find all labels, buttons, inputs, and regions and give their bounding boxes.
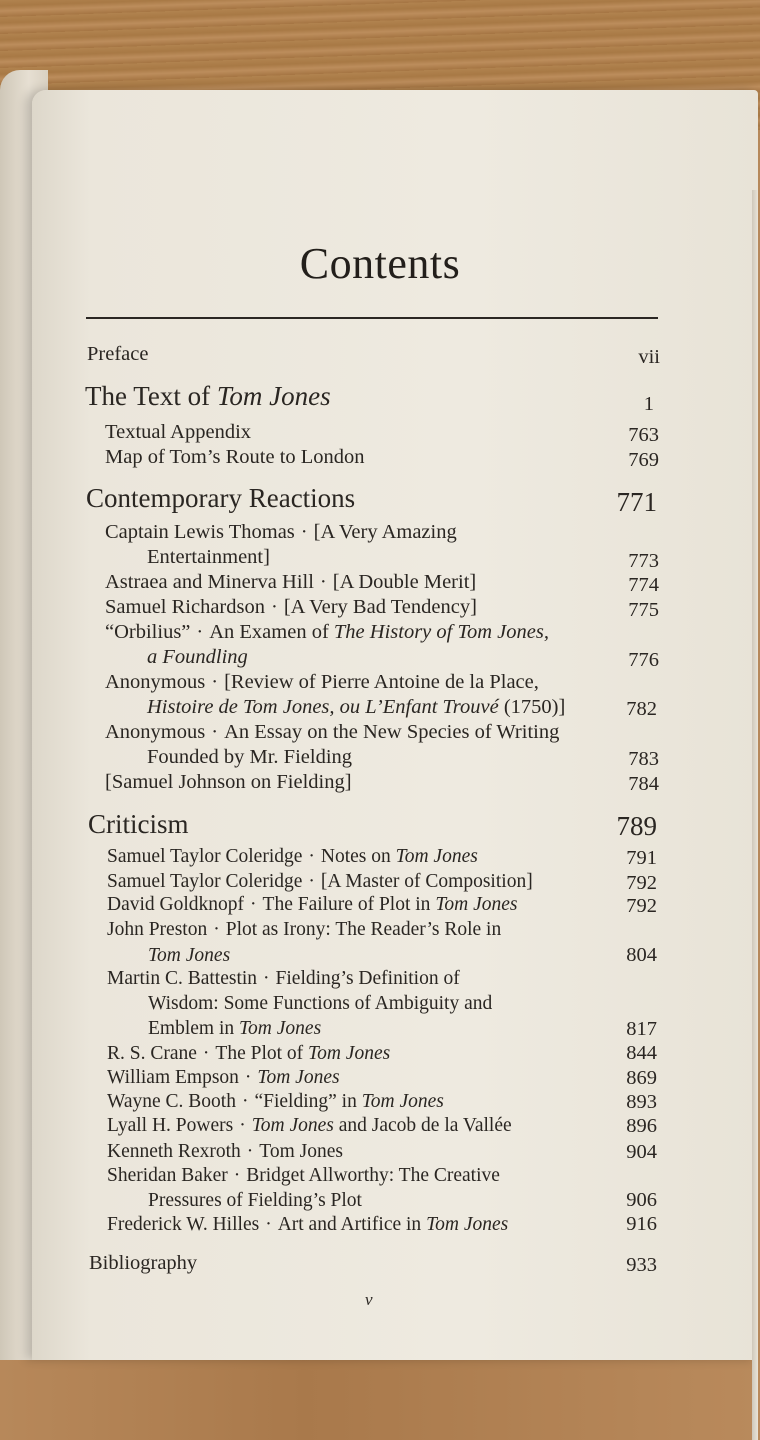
entry-title: Fielding’s Definition of [275,968,460,989]
toc-page-bibliography: 933 [626,1254,657,1276]
entry-title: Plot as Irony: The Reader’s Role in [225,919,502,940]
separator-dot: · [213,919,220,940]
entry-author: Wayne C. Booth [107,1091,236,1112]
toc-page-criticism-9: 896 [626,1115,657,1137]
toc-entry-textual-appendix: Textual Appendix [105,421,252,443]
separator-dot: · [265,1214,272,1235]
toc-page-reaction-1: 773 [628,550,659,572]
toc-entry-reaction-2 [105,570,476,594]
entry-author: Samuel Taylor Coleridge [107,871,303,892]
toc-entry-reaction-6-cont: Founded by Mr. Fielding [147,746,353,768]
entry-title: Art and Artifice in [277,1214,427,1235]
separator-dot: · [244,1067,252,1088]
toc-page-criticism-7: 869 [626,1067,657,1089]
entry-title: [A Master of Composition] [320,871,533,892]
entry-title: The Failure of Plot in [262,894,436,915]
toc-page-criticism-11: 906 [626,1189,657,1211]
entry-author: Martin C. Battestin [107,968,258,989]
entry-title-year: (1750)] [498,696,566,718]
toc-page-criticism-10: 904 [626,1141,657,1163]
toc-page-map: 769 [628,449,659,471]
entry-author: Kenneth Rexroth [107,1141,241,1162]
toc-page-preface: vii [638,346,660,368]
separator-dot: · [271,596,278,618]
separator-dot: · [233,1165,241,1186]
separator-dot: · [263,968,270,989]
toc-entry-reaction-3 [105,595,477,619]
entry-author: William Empson [107,1067,239,1088]
entry-author: Samuel Richardson [105,596,265,618]
toc-entry-criticism-10 [107,1140,343,1164]
entry-author: Samuel Taylor Coleridge [107,846,303,867]
entry-author: Sheridan Baker [107,1165,228,1186]
entry-author: Frederick W. Hilles [107,1214,260,1235]
separator-dot: · [239,1115,246,1136]
toc-entry-bibliography: Bibliography [89,1252,198,1274]
entry-title: Emblem in [148,1018,239,1039]
entry-title: “Fielding” in [254,1091,362,1112]
toc-entry-criticism-5 [107,967,460,991]
entry-title-italic: a Foundling [147,646,248,668]
entry-title-italic: Tom Jones [308,1043,391,1064]
toc-page-criticism-2: 792 [626,872,657,894]
section-heading-reactions: Contemporary Reactions [86,483,356,513]
separator-dot: · [308,871,315,892]
toc-page-textual-appendix: 763 [628,424,659,446]
separator-dot: · [241,1091,249,1112]
separator-dot: · [211,721,219,743]
separator-dot: · [308,846,315,867]
toc-page-criticism-8: 893 [626,1091,657,1113]
entry-author: Lyall H. Powers [107,1115,234,1136]
toc-entry-criticism-1 [107,845,478,869]
toc-entry-criticism-4 [107,918,501,942]
entry-title: An Essay on the New Species of Writing [224,721,560,743]
toc-page-criticism: 789 [616,811,657,841]
toc-entry-criticism-12 [107,1213,508,1237]
toc-page-text: 1 [643,393,654,415]
entry-author: R. S. Crane [107,1043,197,1064]
toc-page-criticism-4: 804 [626,944,657,966]
toc-entry-criticism-4-cont [148,944,230,968]
section-heading-text-prefix: The Text of [85,381,217,411]
entry-title-italic: Tom Jones [239,1018,322,1039]
entry-author: Anonymous [105,671,206,693]
toc-page-reaction-6: 783 [628,748,659,770]
entry-title: [A Very Bad Tendency] [283,596,477,618]
toc-page-reaction-5: 782 [626,698,657,720]
separator-dot: · [246,1141,254,1162]
separator-dot: · [196,621,204,643]
toc-page-reactions: 771 [616,487,657,517]
page-number: v [365,1290,373,1309]
entry-title-italic: Tom Jones [426,1214,509,1235]
entry-title-italic: Tom Jones [361,1091,444,1112]
entry-author: Astraea and Minerva Hill [105,571,314,593]
separator-dot: · [202,1043,210,1064]
toc-entry-preface: Preface [87,343,149,365]
toc-entry-criticism-8 [107,1090,444,1114]
entry-title: and Jacob de la Vallée [333,1115,512,1136]
toc-entry-reaction-7: [Samuel Johnson on Fielding] [105,771,352,793]
toc-page-criticism-3: 792 [626,895,657,917]
separator-dot: · [211,671,219,693]
entry-title-italic: Tom Jones [435,894,518,915]
entry-title: Tom Jones [259,1141,343,1162]
entry-title-italic: Tom Jones [395,846,478,867]
entry-title: The Plot of [215,1043,309,1064]
toc-entry-map: Map of Tom’s Route to London [105,446,365,468]
toc-entry-reaction-5 [105,670,539,694]
page-title: Contents [299,239,461,288]
entry-title: Notes on [320,846,396,867]
toc-entry-reaction-4 [105,620,549,644]
entry-title: An Examen of [209,621,334,643]
toc-entry-criticism-11 [107,1164,500,1188]
toc-page-criticism-5: 817 [626,1018,657,1040]
toc-entry-criticism-2 [107,870,533,894]
section-heading-text [85,380,331,412]
entry-title: Bridget Allworthy: The Creative [246,1165,500,1186]
entry-title-italic: Tom Jones [251,1115,334,1136]
entry-author: Anonymous [105,721,206,743]
toc-entry-criticism-5-cont2 [148,1017,321,1041]
entry-author: Captain Lewis Thomas [105,521,295,543]
toc-page-criticism-12: 916 [626,1213,657,1235]
entry-author: “Orbilius” [105,621,191,643]
section-heading-criticism: Criticism [88,809,189,839]
entry-title: [A Very Amazing [313,521,457,543]
entry-author: David Goldknopf [107,894,245,915]
toc-page-criticism-6: 844 [626,1042,657,1064]
toc-entry-criticism-6 [107,1042,390,1066]
entry-title: [A Double Merit] [332,571,477,593]
toc-entry-reaction-1 [105,520,457,544]
entry-title: [Review of Pierre Antoine de la Place, [224,671,539,693]
entry-title-italic: The History of Tom Jones, [333,621,549,643]
toc-page-reaction-2: 774 [628,574,659,596]
toc-entry-reaction-5-cont [147,695,565,719]
toc-entry-reaction-1-cont: Entertainment] [147,546,270,568]
toc-entry-criticism-11-cont: Pressures of Fielding’s Plot [148,1190,362,1211]
toc-entry-reaction-4-cont [147,645,248,669]
toc-page-reaction-7: 784 [628,773,659,795]
entry-title-italic: Tom Jones [148,945,231,966]
toc-entry-reaction-6 [105,720,559,744]
toc-entry-criticism-9 [107,1114,512,1138]
entry-title-italic: Histoire de Tom Jones, ou L’Enfant Trouvé [147,696,499,718]
entry-author: John Preston [107,919,208,940]
toc-entry-criticism-7 [107,1066,340,1090]
toc-page-reaction-4: 776 [628,649,659,671]
separator-dot: · [319,571,327,593]
separator-dot: · [300,521,308,543]
toc-entry-criticism-5-cont: Wisdom: Some Functions of Ambiguity and [148,993,493,1014]
toc-page-reaction-3: 775 [628,599,659,621]
separator-dot: · [250,894,257,915]
entry-title-italic: Tom Jones [257,1067,340,1088]
toc-page-criticism-1: 791 [626,847,657,869]
toc-entry-criticism-3 [107,893,517,917]
section-heading-text-italic: Tom Jones [216,381,331,411]
